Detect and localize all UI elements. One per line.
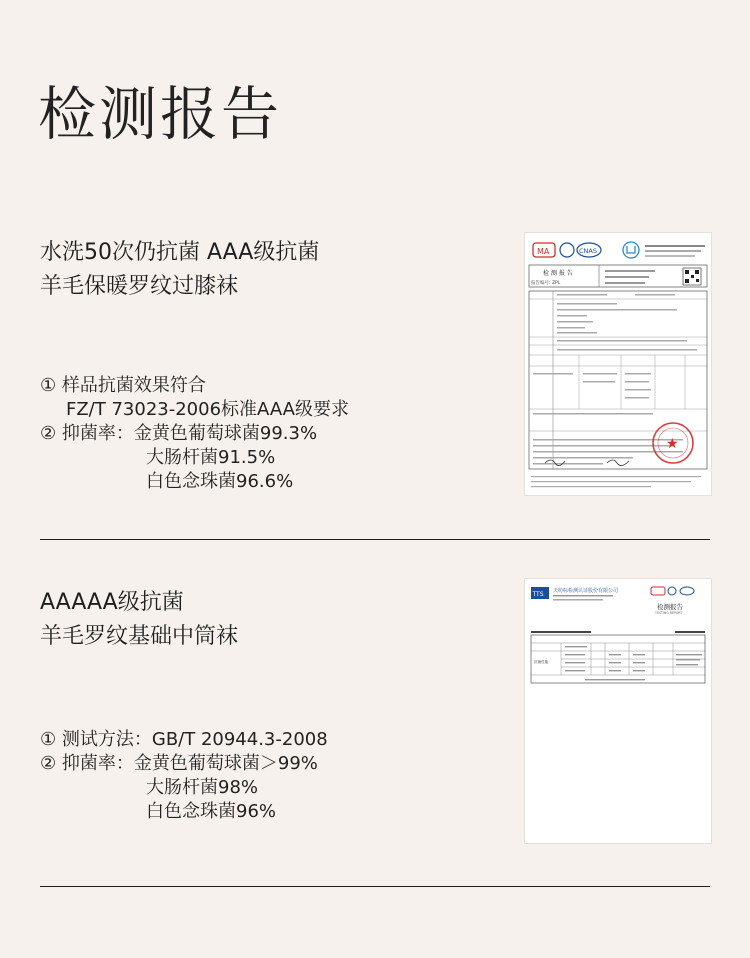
tts-logo-icon xyxy=(531,587,549,599)
tts-logo-text: TTS xyxy=(532,591,544,598)
section2-heading-line1: AAAAA级抗菌 xyxy=(40,590,184,615)
lab-logo-icon xyxy=(623,242,639,258)
section1-heading-line1: 水洗50次仍抗菌 AAA级抗菌 xyxy=(40,240,320,265)
section1-item2-line2: 大肠杆菌91.5% xyxy=(146,447,276,468)
page-title: 检测报告 xyxy=(38,80,283,148)
cma-logo-icon xyxy=(533,243,555,257)
section1-details xyxy=(40,374,349,494)
item-label: 样品抗菌效果符合 xyxy=(61,375,206,396)
cma-logo-text: MA xyxy=(537,247,550,256)
section1-heading xyxy=(40,236,319,304)
signature-icon xyxy=(607,460,629,466)
report-number: 报告编号: ZPL xyxy=(531,281,561,286)
item-label: 抑菌率：金黄色葡萄球菌99.3% xyxy=(61,423,318,444)
section1-heading-line2: 羊毛保暖罗纹过膝袜 xyxy=(40,274,239,299)
item-label: 测试方法：GB/T 20944.3-2008 xyxy=(61,729,328,750)
qr-code-icon xyxy=(683,268,701,285)
seal-star: ★ xyxy=(666,436,679,452)
cma-logo-icon xyxy=(651,587,665,595)
item-label: 抑菌率：金黄色葡萄球菌＞99% xyxy=(61,753,318,774)
section2-heading-line2: 羊毛罗纹基础中筒袜 xyxy=(40,624,239,649)
item-marker: ② xyxy=(40,753,57,774)
cnas-logo-icon xyxy=(577,243,601,257)
report-header-title: 检 测 报 告 xyxy=(543,270,573,277)
section2-item2-line2: 大肠杆菌98% xyxy=(146,777,259,798)
cnas-logo-icon xyxy=(680,587,694,595)
report-row-label: 抗菌性能 xyxy=(534,660,549,664)
report-header-sub: TESTING REPORT xyxy=(655,611,683,615)
test-report-image-2 xyxy=(524,578,712,844)
official-seal-icon xyxy=(653,423,693,463)
section1-item2 xyxy=(40,422,349,446)
ilac-logo-icon xyxy=(560,243,574,257)
section2-heading xyxy=(40,586,238,654)
section1-item2-line3: 白色念珠菌96.6% xyxy=(146,471,294,492)
report-header-title: 检测报告 xyxy=(657,603,683,611)
item-marker: ② xyxy=(40,423,57,444)
divider-2 xyxy=(40,886,710,887)
cnas-logo-text: CNAS xyxy=(579,247,597,255)
section1-item1 xyxy=(40,374,349,398)
section2-item2 xyxy=(40,752,328,776)
ilac-logo-icon xyxy=(668,587,676,595)
section2-item1 xyxy=(40,728,328,752)
section2-item2-line3: 白色念珠菌96% xyxy=(146,801,277,822)
section2-details xyxy=(40,728,328,824)
divider-1 xyxy=(40,539,710,540)
item-marker: ① xyxy=(40,729,57,750)
signature-icon xyxy=(545,460,565,466)
test-report-image-1 xyxy=(524,232,712,496)
section1-item1-line2: FZ/T 73023-2006标准AAA级要求 xyxy=(66,399,349,420)
item-marker: ① xyxy=(40,375,57,396)
report-company: 天纺标检测认证股份有限公司 xyxy=(553,588,619,594)
